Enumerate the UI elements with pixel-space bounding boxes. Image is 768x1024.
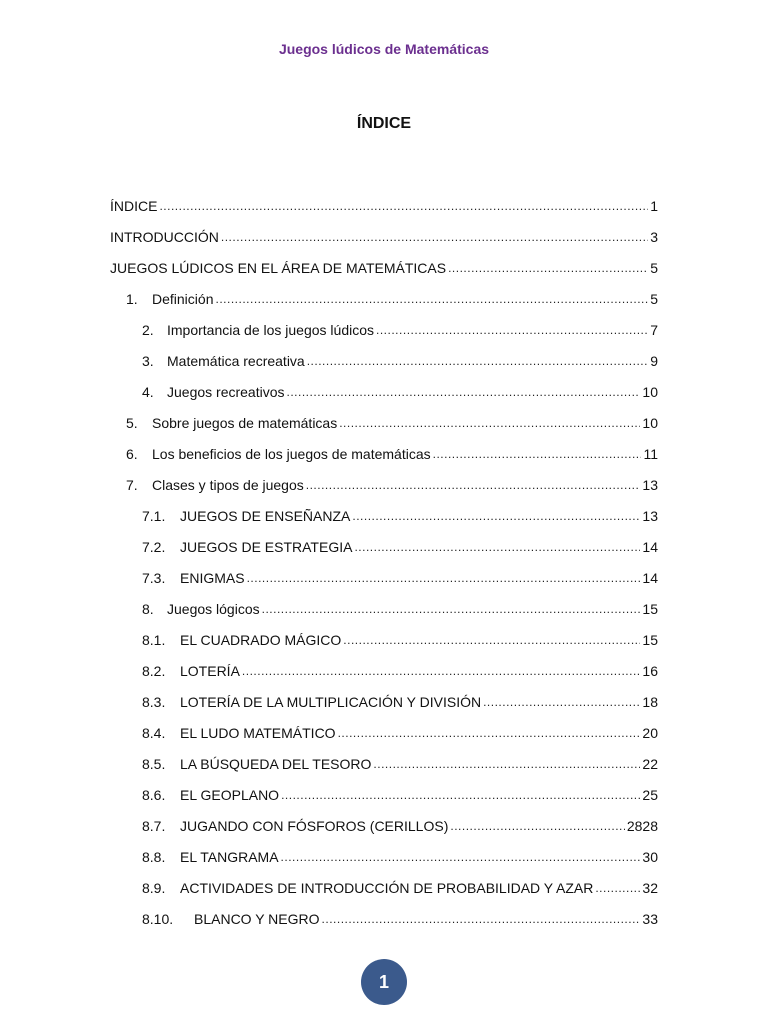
toc-entry-title: JUEGOS DE ESTRATEGIA xyxy=(180,538,353,555)
dot-leader xyxy=(242,664,641,686)
toc-entry-page: 9 xyxy=(650,352,658,369)
toc-entry-number: 8.2. xyxy=(142,662,166,679)
toc-entry-page: 7 xyxy=(650,321,658,338)
toc-entry-title: EL TANGRAMA xyxy=(180,848,279,865)
toc-entry-number: 4. xyxy=(142,383,154,400)
toc-entry-page: 30 xyxy=(642,848,658,865)
dot-leader xyxy=(343,633,640,655)
toc-entry-title: JUEGOS LÚDICOS EN EL ÁREA DE MATEMÁTICAS xyxy=(110,259,447,276)
toc-entry-page: 5 xyxy=(650,290,658,307)
toc-entry-title: BLANCO Y NEGRO xyxy=(194,910,320,927)
toc-entry[interactable] xyxy=(142,841,658,872)
dot-leader xyxy=(322,912,641,934)
dot-leader xyxy=(287,385,641,407)
toc-entry-number: 8.6. xyxy=(142,786,166,803)
toc-entry-title: EL GEOPLANO xyxy=(180,786,280,803)
dot-leader xyxy=(247,571,641,593)
toc-entry-page: 15 xyxy=(642,600,658,617)
toc-entry-title: LOTERÍA DE LA MULTIPLICACIÓN Y DIVISIÓN xyxy=(180,693,482,710)
dot-leader xyxy=(221,230,648,252)
dot-leader xyxy=(373,757,640,779)
toc-entry-page: 3 xyxy=(650,228,658,245)
dot-leader xyxy=(448,261,648,283)
toc-entry-number: 8.3. xyxy=(142,693,166,710)
dot-leader xyxy=(450,819,624,841)
toc-entry-title: EL CUADRADO MÁGICO xyxy=(180,631,342,648)
toc-entry-page: 18 xyxy=(642,693,658,710)
toc-entry-page: 20 xyxy=(642,724,658,741)
dot-leader xyxy=(595,881,640,903)
toc-entry-number: 8.7. xyxy=(142,817,166,834)
toc-entry-title: INTRODUCCIÓN xyxy=(110,228,219,245)
toc-entry-title: EL LUDO MATEMÁTICO xyxy=(180,724,336,741)
dot-leader xyxy=(281,850,641,872)
toc-entry-title: Definición xyxy=(152,290,214,307)
toc-entry[interactable] xyxy=(110,221,658,252)
toc-entry-page: 10 xyxy=(642,383,658,400)
dot-leader xyxy=(483,695,640,717)
toc-entry[interactable] xyxy=(126,438,658,469)
toc-entry-page: 2828 xyxy=(626,817,658,834)
toc-entry-page: 32 xyxy=(642,879,658,896)
dot-leader xyxy=(338,726,641,748)
toc-entry[interactable] xyxy=(142,903,658,934)
toc-entry-page: 13 xyxy=(642,507,658,524)
toc-entry-number: 8.9. xyxy=(142,879,166,896)
toc-entry[interactable] xyxy=(142,624,658,655)
dot-leader xyxy=(281,788,640,810)
dot-leader xyxy=(215,292,648,314)
toc-entry-page: 15 xyxy=(642,631,658,648)
toc-entry[interactable] xyxy=(126,407,658,438)
page-number-badge: 1 xyxy=(361,959,407,1005)
toc-entry-title: Sobre juegos de matemáticas xyxy=(152,414,338,431)
toc-entry-page: 11 xyxy=(643,445,658,462)
dot-leader xyxy=(262,602,641,624)
toc-entry[interactable] xyxy=(142,500,658,531)
dot-leader xyxy=(376,323,648,345)
toc-entry[interactable] xyxy=(142,376,658,407)
toc-entry-title: ACTIVIDADES DE INTRODUCCIÓN DE PROBABILIDAD Y AZAR xyxy=(180,879,594,896)
dot-leader xyxy=(352,509,640,531)
toc-entry[interactable] xyxy=(142,345,658,376)
toc-entry-page: 33 xyxy=(642,910,658,927)
toc-entry[interactable] xyxy=(126,469,658,500)
toc-entry[interactable] xyxy=(110,190,658,221)
toc-entry-number: 7. xyxy=(126,476,138,493)
toc-entry[interactable] xyxy=(142,717,658,748)
toc-entry-title: Juegos recreativos xyxy=(167,383,285,400)
toc-entry-title: JUGANDO CON FÓSFOROS (CERILLOS) xyxy=(180,817,449,834)
toc-entry-number: 7.3. xyxy=(142,569,166,586)
toc-entry-number: 2. xyxy=(142,321,154,338)
toc-entry-title: ÍNDICE xyxy=(110,197,158,214)
toc-entry-page: 5 xyxy=(650,259,658,276)
page-title: ÍNDICE xyxy=(356,115,412,132)
toc-entry[interactable] xyxy=(110,252,658,283)
toc-entry-title: Importancia de los juegos lúdicos xyxy=(167,321,375,338)
toc-entry-title: JUEGOS DE ENSEÑANZA xyxy=(180,507,351,524)
toc-entry[interactable] xyxy=(142,810,658,841)
toc-entry-page: 1 xyxy=(650,197,658,214)
toc-entry-page: 14 xyxy=(642,569,658,586)
running-header: Juegos lúdicos de Matemáticas xyxy=(278,41,490,57)
toc-entry-number: 6. xyxy=(126,445,138,462)
toc-entry-number: 8.10. xyxy=(142,910,174,927)
toc-entry[interactable] xyxy=(142,748,658,779)
toc-entry[interactable] xyxy=(142,593,658,624)
toc-entry[interactable] xyxy=(142,314,658,345)
dot-leader xyxy=(306,478,641,500)
toc-entry[interactable] xyxy=(142,686,658,717)
toc-entry[interactable] xyxy=(142,562,658,593)
toc-entry-number: 7.1. xyxy=(142,507,166,524)
toc-entry-number: 7.2. xyxy=(142,538,166,555)
dot-leader xyxy=(354,540,640,562)
toc-entry-title: LOTERÍA xyxy=(180,662,240,679)
toc-entry-number: 1. xyxy=(126,290,138,307)
toc-entry-page: 22 xyxy=(642,755,658,772)
toc-entry-title: Matemática recreativa xyxy=(167,352,305,369)
toc-entry-number: 8.1. xyxy=(142,631,166,648)
toc-entry-number: 8.8. xyxy=(142,848,166,865)
toc-entry-page: 16 xyxy=(642,662,658,679)
toc-entry-number: 8. xyxy=(142,600,154,617)
toc-entry-page: 13 xyxy=(642,476,658,493)
toc-entry[interactable] xyxy=(126,283,658,314)
toc-entry-number: 3. xyxy=(142,352,154,369)
dot-leader xyxy=(159,199,648,221)
toc-entry-title: ENIGMAS xyxy=(180,569,245,586)
toc-entry-title: Los beneficios de los juegos de matemáticas xyxy=(152,445,431,462)
toc-entry-number: 8.5. xyxy=(142,755,166,772)
toc-entry-number: 5. xyxy=(126,414,138,431)
toc-entry-page: 25 xyxy=(642,786,658,803)
toc-entry-number: 8.4. xyxy=(142,724,166,741)
dot-leader xyxy=(433,447,642,469)
toc-entry-title: Juegos lógicos xyxy=(167,600,260,617)
toc-entry[interactable] xyxy=(142,531,658,562)
toc-entry-title: LA BÚSQUEDA DEL TESORO xyxy=(180,755,372,772)
dot-leader xyxy=(339,416,640,438)
toc-entry[interactable] xyxy=(142,655,658,686)
toc-entry-title: Clases y tipos de juegos xyxy=(152,476,304,493)
toc-entry[interactable] xyxy=(142,872,658,903)
toc-entry[interactable] xyxy=(142,779,658,810)
dot-leader xyxy=(307,354,648,376)
toc-entry-page: 14 xyxy=(642,538,658,555)
toc-entry-page: 10 xyxy=(642,414,658,431)
